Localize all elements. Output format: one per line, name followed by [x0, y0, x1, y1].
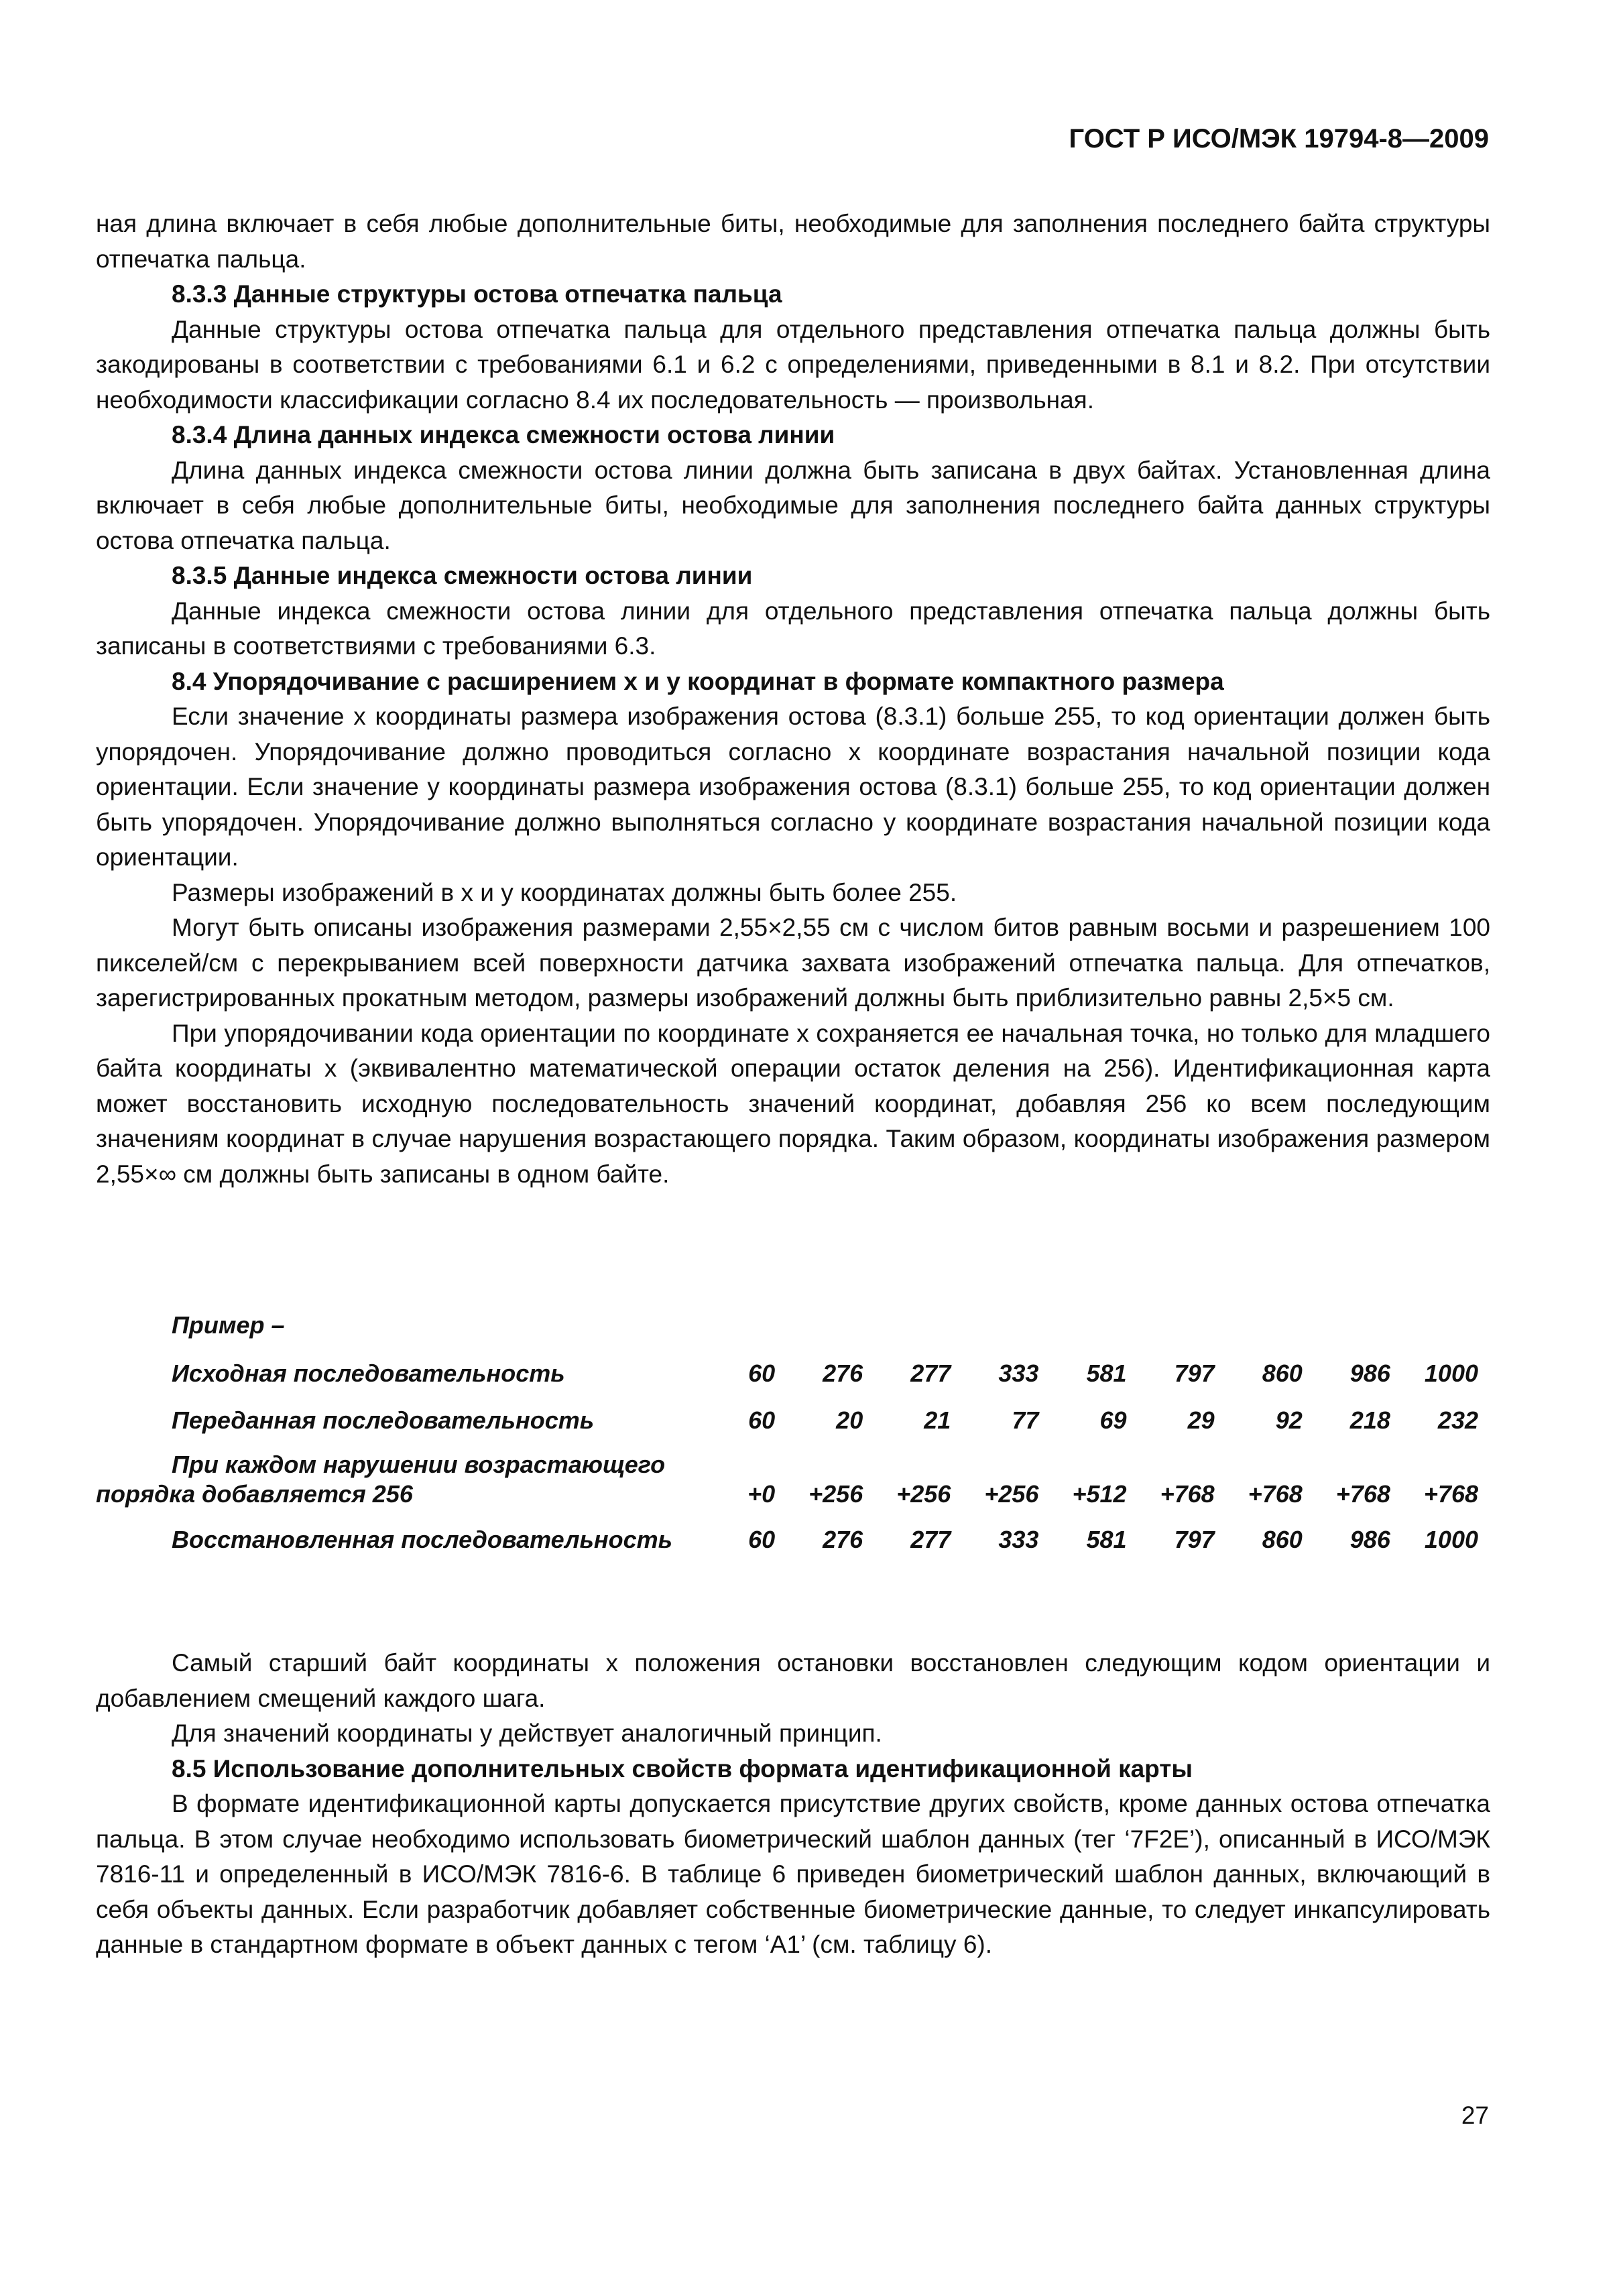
- row-value: 797: [1174, 1526, 1215, 1553]
- row-value: 333: [998, 1360, 1039, 1387]
- row-value: 277: [910, 1526, 951, 1553]
- paragraph: Данные структуры остова отпечатка пальца для отдельного представления отпечатка пальца должны быть закодированы в соответствии с требованиями 6.1 и 6.2 с определениями, приведенными в 8.1 и 8.2. При отсутствии необходимости классификации согласно 8.4 их последовательность — произвольная.: [96, 315, 1490, 414]
- row-value: 581: [1086, 1360, 1127, 1387]
- section-heading: 8.3.4 Длина данных индекса смежности остова линии: [172, 421, 835, 448]
- row-value: 276: [823, 1526, 863, 1553]
- example-row: [96, 1406, 1490, 1435]
- row-value: +256: [808, 1480, 863, 1508]
- row-value: 1000: [1424, 1526, 1478, 1553]
- paragraph: ная длина включает в себя любые дополнительные биты, необходимые для заполнения последнего байта структуры отпечатка пальца.: [96, 210, 1490, 273]
- row-value: +256: [984, 1480, 1039, 1508]
- row-label: При каждом нарушении возрастающего порядка добавляется 256: [96, 1451, 666, 1508]
- row-value: 1000: [1424, 1360, 1478, 1387]
- paragraph: Длина данных индекса смежности остова линии должна быть записана в двух байтах. Установленная длина включает в себя любые дополнительные биты, необходимые для заполнения последнего байта данных структуры остова отпечатка пальца.: [96, 456, 1490, 554]
- row-value: 232: [1437, 1406, 1478, 1434]
- row-value: 276: [823, 1360, 863, 1387]
- row-value: 797: [1174, 1360, 1215, 1387]
- top-text-block: [96, 206, 1490, 1192]
- row-label: Исходная последовательность: [172, 1360, 565, 1387]
- row-value: 277: [910, 1360, 951, 1387]
- row-value: +256: [896, 1480, 951, 1508]
- row-value: 77: [1012, 1406, 1039, 1434]
- row-value: 218: [1349, 1406, 1390, 1434]
- paragraph: Если значение x координаты размера изображения остова (8.3.1) больше 255, то код ориентации должен быть упорядочен. Упорядочивание должно проводиться согласно x координате возрастания начальной позиции кода ориентации. Если значение y координаты размера изображения остова (8.3.1) больше 255, то код ориентации должен быть упорядочен. Упорядочивание должно выполняться согласно y координате возрастания начальной позиции кода ориентации.: [96, 703, 1490, 871]
- row-value: 986: [1349, 1360, 1390, 1387]
- section-heading: 8.3.3 Данные структуры остова отпечатка пальца: [172, 280, 782, 308]
- document-header: ГОСТ Р ИСО/МЭК 19794-8—2009: [1069, 124, 1489, 154]
- paragraph: При упорядочивании кода ориентации по координате x сохраняется ее начальная точка, но только для младшего байта координаты x (эквивалентно математической операции остаток деления на 256). Идентификационная карта может восстановить исходную последовательность значений координат, добавляя 256 ко всем последующим значениям координат в случае нарушения возрастающего порядка. Таким образом, координаты изображения размером 2,55×∞ см должны быть записаны в одном байте.: [96, 1019, 1490, 1188]
- page-number: 27: [1461, 2102, 1489, 2129]
- bottom-text-block: [96, 1646, 1490, 1963]
- row-label: Восстановленная последовательность: [172, 1526, 673, 1553]
- paragraph: Данные индекса смежности остова линии для отдельного представления отпечатка пальца должны быть записаны в соответствиями с требованиями 6.3.: [96, 597, 1490, 660]
- example-row: [96, 1450, 1490, 1509]
- row-value: 69: [1099, 1406, 1127, 1434]
- row-value: 29: [1187, 1406, 1215, 1434]
- row-value: +512: [1072, 1480, 1127, 1508]
- example-row: [96, 1359, 1490, 1388]
- example-title: Пример –: [172, 1311, 285, 1339]
- paragraph: Самый старший байт координаты x положения остановки восстановлен следующим кодом ориентации и добавлением смещений каждого шага.: [96, 1649, 1490, 1712]
- paragraph: Размеры изображений в x и y координатах должны быть более 255.: [172, 878, 957, 906]
- row-value: 60: [748, 1406, 776, 1434]
- row-value: +768: [1248, 1480, 1303, 1508]
- row-value: 21: [924, 1406, 951, 1434]
- row-value: +768: [1335, 1480, 1390, 1508]
- section-heading: 8.5 Использование дополнительных свойств формата идентификационной карты: [172, 1754, 1193, 1783]
- row-value: 60: [748, 1526, 776, 1553]
- row-value: 333: [998, 1526, 1039, 1553]
- row-value: +0: [747, 1480, 776, 1508]
- row-value: 986: [1349, 1526, 1390, 1553]
- section-heading: 8.4 Упорядочивание с расширением x и y координат в формате компактного размера: [172, 667, 1224, 695]
- row-value: 20: [836, 1406, 863, 1434]
- example-row: [96, 1525, 1490, 1555]
- section-heading: 8.3.5 Данные индекса смежности остова линии: [172, 562, 753, 589]
- paragraph: В формате идентификационной карты допускается присутствие других свойств, кроме данных остова отпечатка пальца. В этом случае необходимо использовать биометрический шаблон данных (тег ‘7F2E’), описанный в ИСО/МЭК 7816-11 и определенный в ИСО/МЭК 7816-6. В таблице 6 приведен биометрический шаблон данных, включающий в себя объекты данных. Если разработчик добавляет собственные биометрические данные, то следует инкапсулировать данные в стандартном формате в объект данных с тегом ‘A1’ (см. таблицу 6).: [96, 1790, 1490, 1958]
- row-value: 860: [1262, 1360, 1303, 1387]
- row-value: 581: [1086, 1526, 1127, 1553]
- row-label: Переданная последовательность: [172, 1406, 595, 1434]
- row-value: 860: [1262, 1526, 1303, 1553]
- row-value: +768: [1160, 1480, 1215, 1508]
- row-value: +768: [1423, 1480, 1478, 1508]
- example-table: [96, 1311, 1490, 1555]
- row-value: 92: [1275, 1406, 1303, 1434]
- row-value: 60: [748, 1360, 776, 1387]
- paragraph: Могут быть описаны изображения размерами 2,55×2,55 см с числом битов равным восьми и разрешением 100 пикселей/см с перекрыванием всей поверхности датчика захвата изображений отпечатка пальца. Для отпечатков, зарегистрированных прокатным методом, размеры изображений должны быть приблизительно равны 2,5×5 см.: [96, 914, 1490, 1012]
- paragraph: Для значений координаты y действует аналогичный принцип.: [172, 1719, 882, 1747]
